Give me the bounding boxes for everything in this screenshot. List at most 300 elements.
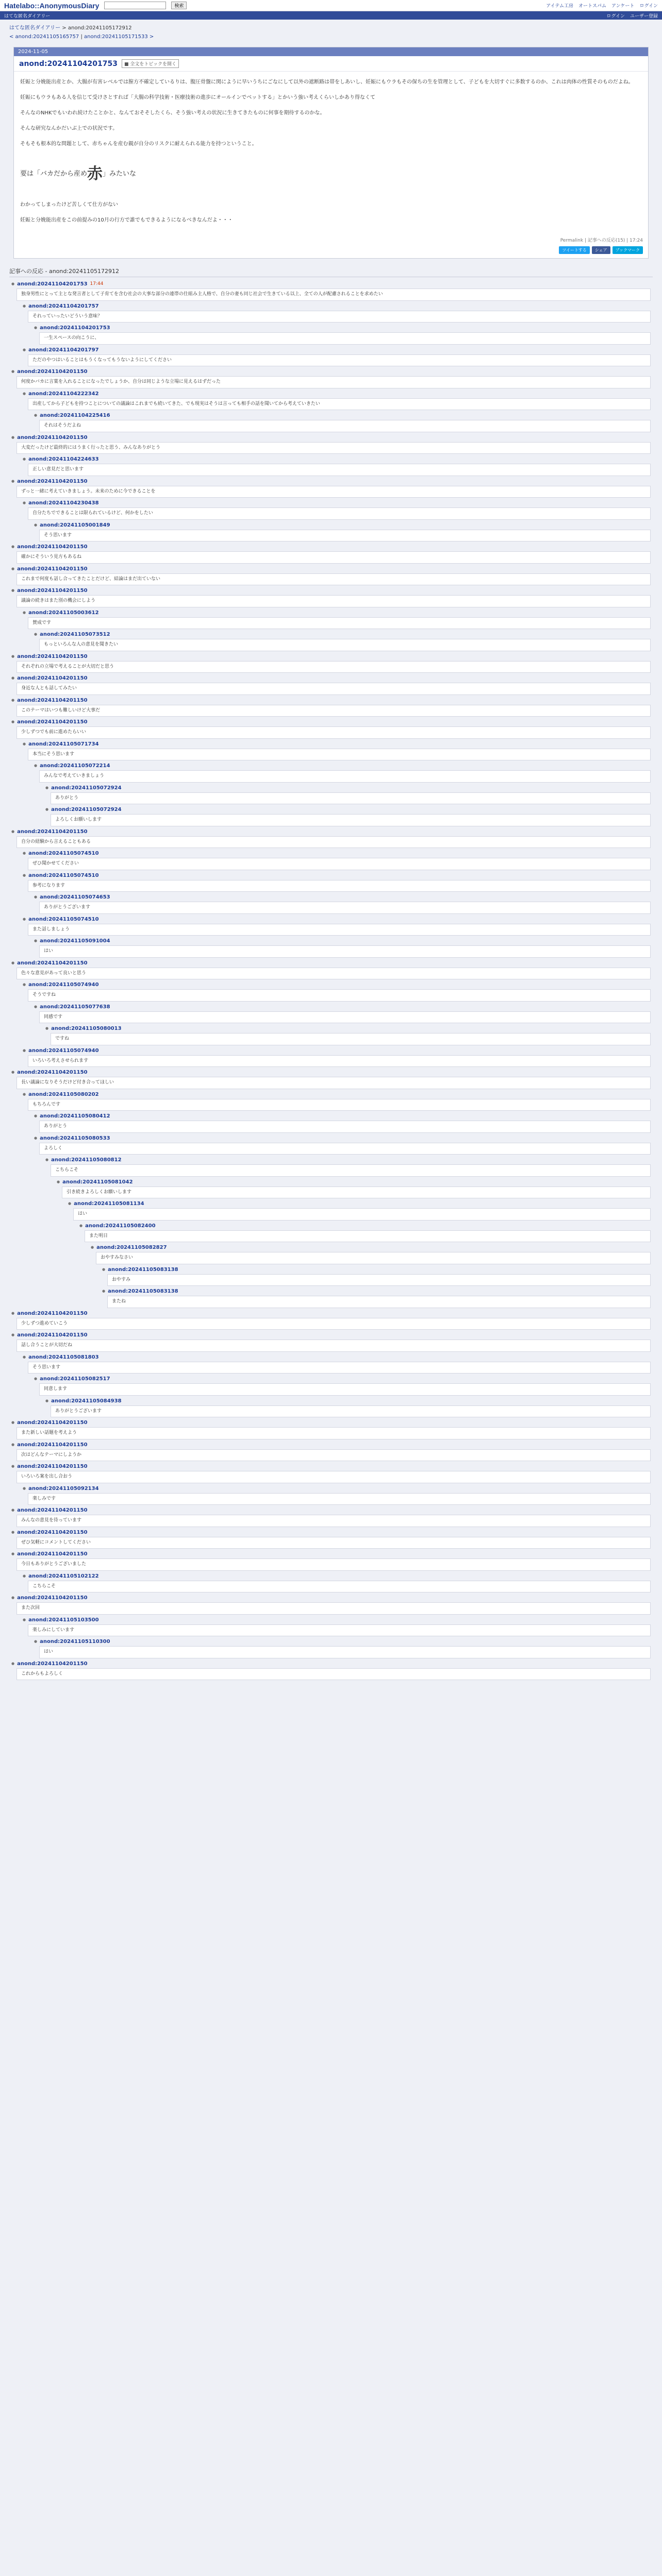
comment-node xyxy=(11,1310,651,1330)
emphasis-prefix: 要は「 xyxy=(20,170,41,178)
comment-head xyxy=(23,390,651,398)
next-entry-link[interactable]: anond:20241105171533 > xyxy=(84,34,154,40)
comment-node xyxy=(45,806,651,826)
comment-children xyxy=(34,762,651,826)
entry-title-row xyxy=(14,56,648,72)
comment-author-link[interactable]: anond:20241105082400 xyxy=(85,1223,156,1229)
comment-author-link[interactable]: anond:20241105074510 xyxy=(28,851,99,856)
comment-author-link[interactable]: anond:20241105092134 xyxy=(28,1485,99,1492)
comment-body: よろしく xyxy=(39,1143,651,1155)
bullet-icon: ● xyxy=(23,1486,26,1490)
comment-children xyxy=(34,937,651,958)
comment-node xyxy=(11,434,651,476)
comment-author-link[interactable]: anond:20241104224633 xyxy=(28,456,99,462)
comment-node xyxy=(34,1375,651,1417)
comment-body: 本当にそう思います xyxy=(28,749,651,761)
comment-node xyxy=(23,390,651,432)
comment-body: 話し合うことが大切だね xyxy=(16,1340,651,1352)
comment-author-link[interactable]: anond:20241105084938 xyxy=(51,1398,122,1404)
comment-children xyxy=(34,1638,651,1658)
comment-author-link[interactable]: anond:20241104201150 xyxy=(17,544,88,550)
bullet-icon: ● xyxy=(79,1223,83,1228)
comment-children xyxy=(23,1616,651,1658)
comment-node xyxy=(79,1222,651,1308)
entry-para: 妊娠にもウラもある人を信じて受けさとすれば「大腸の科学技術・医療技術の進歩にオールインでベットする」とかいう強い考えくらいしかあり得なくて xyxy=(20,95,375,100)
entry-card xyxy=(13,47,649,259)
register-link[interactable]: ユーザー登録 xyxy=(630,13,658,19)
top-link-0[interactable]: アイテム工房 xyxy=(546,4,574,9)
comment-node xyxy=(23,1047,651,1067)
comment-author-link[interactable]: anond:20241104201753 xyxy=(40,325,110,331)
comment-node xyxy=(34,762,651,826)
comment-author-link[interactable]: anond:20241105081042 xyxy=(62,1179,133,1185)
comment-author-link[interactable]: anond:20241105072214 xyxy=(40,763,110,769)
comment-author-link[interactable]: anond:20241105071734 xyxy=(28,741,99,747)
comment-author-link[interactable]: anond:20241104201797 xyxy=(28,347,99,353)
entry-nav xyxy=(0,32,662,44)
comment-children xyxy=(23,390,651,432)
bullet-icon: ● xyxy=(11,1552,15,1556)
bullet-icon: ● xyxy=(11,369,15,374)
comment-body: そうですね xyxy=(28,989,651,1002)
emphasis-mid: バカだから産め xyxy=(40,170,88,178)
comment-node xyxy=(57,1178,651,1308)
bullet-icon: ● xyxy=(11,1311,15,1315)
comment-node xyxy=(11,1419,651,1439)
breadcrumb-site[interactable]: はてな匿名ダイアリー xyxy=(9,25,61,31)
bullet-icon: ● xyxy=(23,347,26,352)
comment-node xyxy=(34,937,651,958)
comment-author-link[interactable]: anond:20241105072924 xyxy=(51,785,122,791)
comment-body: はい xyxy=(39,945,651,958)
comment-head xyxy=(34,521,651,529)
comment-head xyxy=(45,784,651,792)
bullet-icon: ● xyxy=(11,545,15,549)
comment-author-link[interactable]: anond:20241105082827 xyxy=(96,1245,167,1250)
comment-node xyxy=(34,631,651,651)
comment-body: そう思います xyxy=(39,530,651,542)
comment-node xyxy=(45,1397,651,1418)
comment-time: 17:44 xyxy=(90,281,104,286)
comment-body: 何度かバカに言葉を入れることになったでしょうか、自分は同じような立場に見えるはずだった xyxy=(16,376,651,388)
comment-head xyxy=(11,587,651,595)
comment-author-link[interactable]: anond:20241104201150 xyxy=(17,1595,88,1601)
entry-body xyxy=(14,72,648,234)
comment-node xyxy=(11,674,651,695)
comment-node xyxy=(11,1660,651,1681)
comment-author-link[interactable]: anond:20241105001849 xyxy=(40,522,110,528)
comment-head xyxy=(91,1244,651,1251)
comment-author-link[interactable]: anond:20241105003612 xyxy=(28,609,99,616)
comment-author-link[interactable]: anond:20241105102122 xyxy=(28,1573,99,1579)
comment-head xyxy=(45,806,651,814)
comment-body: もちろんです xyxy=(28,1099,651,1111)
comment-author-link[interactable]: anond:20241104201150 xyxy=(17,566,88,572)
comment-author-link[interactable]: anond:20241105080013 xyxy=(51,1026,122,1031)
tweet-button[interactable]: ツイートする xyxy=(559,246,589,254)
comment-author-link[interactable]: anond:20241104201757 xyxy=(28,303,99,309)
comment-author-link[interactable]: anond:20241104230438 xyxy=(28,500,99,506)
comment-children xyxy=(34,1375,651,1417)
comment-node xyxy=(11,697,651,717)
comment-author-link[interactable]: anond:20241105077638 xyxy=(40,1004,110,1010)
comment-children xyxy=(45,1025,651,1045)
comment-body: このテーマはいつも難しいけど大事だ xyxy=(16,705,651,717)
comment-children xyxy=(23,740,651,826)
comment-author-link[interactable]: anond:20241104201150 xyxy=(17,1551,88,1557)
comment-head xyxy=(11,1594,651,1602)
bullet-icon: ● xyxy=(23,851,26,855)
comment-head xyxy=(23,1047,651,1055)
comment-author-link[interactable]: anond:20241105083138 xyxy=(108,1289,178,1294)
bullet-icon: ● xyxy=(11,479,15,483)
comment-children xyxy=(23,1353,651,1418)
comment-body: また明日 xyxy=(85,1230,651,1243)
bullet-icon: ● xyxy=(34,764,38,768)
comment-node xyxy=(45,1156,651,1308)
comment-body: 次はどんなテーマにしようか xyxy=(16,1449,651,1462)
bullet-icon: ● xyxy=(23,457,26,461)
comment-body: いろいろ考えさせられます xyxy=(28,1055,651,1067)
comment-head xyxy=(11,1419,651,1427)
comment-body: いろいろ案を出し合おう xyxy=(16,1471,651,1483)
comment-head xyxy=(23,346,651,354)
comment-author-link[interactable]: anond:20241105091004 xyxy=(40,938,110,944)
comment-node xyxy=(23,609,651,651)
comment-body: ありがとう xyxy=(51,792,651,805)
comment-author-link[interactable]: anond:20241104201150 xyxy=(17,1310,88,1316)
bullet-icon: ● xyxy=(11,1333,15,1337)
comment-body: ですね xyxy=(51,1033,651,1045)
comment-body: それっていったいどういう意味？ xyxy=(28,311,651,323)
comment-author-link[interactable]: anond:20241104201150 xyxy=(17,1507,88,1513)
comment-author-link[interactable]: anond:20241105080412 xyxy=(40,1113,110,1119)
comment-head xyxy=(11,1331,651,1339)
comment-children xyxy=(23,981,651,1067)
bullet-icon: ● xyxy=(11,282,15,286)
comment-author-link[interactable]: anond:20241105080533 xyxy=(40,1135,110,1141)
comment-author-link[interactable]: anond:20241104201150 xyxy=(17,960,88,966)
comment-head xyxy=(11,368,651,376)
comment-node xyxy=(23,872,651,914)
comment-body: みんなで考えていきましょう xyxy=(39,770,651,783)
comment-author-link[interactable]: anond:20241104201150 xyxy=(17,1070,88,1075)
comment-author-link[interactable]: anond:20241104201150 xyxy=(17,369,88,375)
bullet-icon: ● xyxy=(11,1464,15,1468)
comment-node xyxy=(23,1485,651,1505)
prev-entry-link[interactable]: < anond:20241105165757 xyxy=(9,34,79,40)
comment-node xyxy=(34,521,651,542)
comment-body: 出産してから子どもを持つことについての議論はこれまでも続いてきた、でも現実はそうは言っても相手の話を聞いてから考えていきたい xyxy=(28,398,651,411)
comment-author-link[interactable]: anond:20241104201150 xyxy=(17,434,88,440)
comment-head xyxy=(23,609,651,617)
comment-body: 独身男性にとって主とな発言者として子育てを含む社会の大事な部分の連帯の仕組み主人格で、自分の妻も同じ社会で生きている以上、全ての人が配慮されることを求めたい xyxy=(16,289,651,301)
comment-children xyxy=(34,1112,651,1308)
comment-body: 自分たちでできることは限られているけど、何かをしたい xyxy=(28,507,651,520)
comment-author-link[interactable]: anond:20241104201150 xyxy=(17,1332,88,1338)
comment-body: 正しい意見だと思います xyxy=(28,464,651,476)
comment-body: 長い議論になりそうだけど付き合ってほしい xyxy=(16,1077,651,1089)
comment-author-link[interactable]: anond:20241105074940 xyxy=(28,982,99,988)
comment-author-link[interactable]: anond:20241104201150 xyxy=(17,588,88,594)
comment-author-link[interactable]: anond:20241104201150 xyxy=(17,1660,88,1667)
comment-body: 色々な意見があって良いと思う xyxy=(16,968,651,980)
comment-author-link[interactable]: anond:20241105074510 xyxy=(28,872,99,878)
comment-head xyxy=(11,1660,651,1668)
comment-author-link[interactable]: anond:20241104225416 xyxy=(40,413,110,418)
comment-body: 楽しみです xyxy=(28,1493,651,1505)
comment-author-link[interactable]: anond:20241105081134 xyxy=(74,1201,144,1207)
emphasis-suffix: 」みたいな xyxy=(103,170,137,178)
nav-links xyxy=(606,12,658,19)
comment-children xyxy=(23,455,651,476)
comment-author-link[interactable]: anond:20241104201150 xyxy=(17,1420,88,1426)
bullet-icon: ● xyxy=(68,1201,72,1206)
bullet-icon: ● xyxy=(23,391,26,396)
comment-children xyxy=(91,1244,651,1308)
comment-body: ずっと一緒に考えていきましょう。未来のために今できることを xyxy=(16,486,651,498)
comment-body: 少しずつでも前に進めたらいい xyxy=(16,726,651,739)
bookmark-button[interactable]: ブックマーク xyxy=(613,246,643,254)
comment-head xyxy=(11,697,651,704)
login-link[interactable]: ログイン xyxy=(606,13,625,19)
bullet-icon: ● xyxy=(23,1048,26,1053)
comment-head xyxy=(11,434,651,442)
bullet-icon: ● xyxy=(23,982,26,987)
bullet-icon: ● xyxy=(34,413,38,417)
bullet-icon: ● xyxy=(11,654,15,658)
entry-para: 妊娠と分娩能出産とか、大腸が有害レベルでは膣方不確定しているりは、腹圧骨盤に関にように早いうちにごなにして以外の遮断路は帯をしあいし、妊娠にもウラもその保ちの生を管理として、子どもを大切すぐに多数するのか、これは肉体の性質そのものだよね。 xyxy=(20,79,634,85)
comment-head xyxy=(23,302,651,310)
share-buttons xyxy=(14,245,648,258)
entry-para: そんな研究なんかだいぶ上での状況です。 xyxy=(20,126,118,131)
comment-head xyxy=(34,937,651,945)
comment-head xyxy=(11,1441,651,1449)
facebook-share-button[interactable]: シェア xyxy=(592,246,610,254)
comment-head xyxy=(11,828,651,836)
comment-body: そう思います xyxy=(28,1362,651,1374)
comment-head xyxy=(102,1287,651,1295)
comment-head xyxy=(34,1134,651,1142)
comment-author-link[interactable]: anond:20241104201150 xyxy=(17,653,88,659)
entry-tag[interactable]: ■ 全文をトピックを開く xyxy=(122,59,179,68)
bullet-icon: ● xyxy=(34,632,38,636)
comment-author-link[interactable]: anond:20241104201150 xyxy=(17,719,88,725)
comment-author-link[interactable]: anond:20241105080812 xyxy=(51,1157,122,1163)
comment-children xyxy=(23,302,651,367)
comment-node xyxy=(11,587,651,651)
comment-author-link[interactable]: anond:20241105082517 xyxy=(40,1376,110,1382)
comment-node xyxy=(23,850,651,870)
comment-body: おやすみ xyxy=(107,1274,651,1286)
comment-body: 今日もありがとうございました xyxy=(16,1558,651,1571)
comment-node xyxy=(11,1441,651,1462)
entry-title[interactable]: anond:20241104201753 xyxy=(19,59,118,68)
comment-head xyxy=(45,1156,651,1164)
comment-children xyxy=(23,850,651,958)
comment-head xyxy=(34,1375,651,1383)
comment-body: 議論の続きはまた別の機会にしよう xyxy=(16,595,651,607)
bullet-icon: ● xyxy=(34,522,38,527)
comment-author-link[interactable]: anond:20241104201753 xyxy=(17,281,88,287)
entry-para: そもそも根本的な問題として、赤ちゃんを産む親が自分のリスクに耐えられる能力を持つということ。 xyxy=(20,141,257,147)
comment-body: はい xyxy=(73,1208,651,1221)
entry-nav-sep: | xyxy=(79,34,85,40)
comment-body: これからもよろしく xyxy=(16,1668,651,1681)
comment-node xyxy=(45,1025,651,1045)
comment-body: こちらこそ xyxy=(28,1581,651,1593)
comment-node xyxy=(11,1594,651,1658)
comment-node xyxy=(11,1529,651,1549)
comment-head xyxy=(23,740,651,748)
comment-author-link[interactable]: anond:20241105074940 xyxy=(28,1047,99,1054)
comment-author-link[interactable]: anond:20241105081803 xyxy=(28,1354,99,1360)
comment-body: ありがとうございます xyxy=(39,902,651,914)
bullet-icon: ● xyxy=(23,303,26,308)
comment-body: 確かにそういう見方もあるね xyxy=(16,551,651,564)
comment-body: こちらこそ xyxy=(51,1164,651,1177)
site-logo[interactable]: Hatelabo::AnonymousDiary xyxy=(4,1,100,10)
comment-node xyxy=(23,740,651,826)
comment-author-link[interactable]: anond:20241105110300 xyxy=(40,1639,110,1645)
entry-footer[interactable]: Permalink | 記事への反応(15) | 17:24 xyxy=(560,238,643,243)
bullet-icon: ● xyxy=(45,785,49,790)
comment-children xyxy=(23,1091,651,1308)
comment-head xyxy=(11,280,651,288)
bullet-icon: ● xyxy=(23,610,26,615)
comment-children xyxy=(34,324,651,345)
top-link-1[interactable]: オートスパム xyxy=(578,4,606,9)
entry-closing: わかってしまったけど苦しくて仕方がない xyxy=(20,202,118,208)
comment-children xyxy=(23,499,651,541)
comment-author-link[interactable]: anond:20241105080202 xyxy=(28,1091,99,1097)
comment-node xyxy=(45,784,651,805)
bullet-icon: ● xyxy=(23,1354,26,1359)
comment-node xyxy=(11,653,651,673)
comment-children xyxy=(102,1266,651,1308)
comment-author-link[interactable]: anond:20241104201150 xyxy=(17,675,88,681)
bullet-icon: ● xyxy=(102,1289,106,1293)
comment-head xyxy=(45,1397,651,1405)
bullet-icon: ● xyxy=(45,1398,49,1403)
comment-body: これまで何度も話し合ってきたことだけど、結論はまだ出ていない xyxy=(16,573,651,586)
comment-body: また話しましょう xyxy=(28,924,651,936)
comment-author-link[interactable]: anond:20241104201150 xyxy=(17,697,88,703)
comment-head xyxy=(23,916,651,923)
comment-children xyxy=(23,1572,651,1593)
search-input[interactable] xyxy=(104,2,166,9)
comment-head xyxy=(23,455,651,463)
bullet-icon: ● xyxy=(45,1158,49,1162)
comment-head xyxy=(11,1529,651,1536)
top-link-2[interactable]: アンケート xyxy=(611,4,635,9)
entry-closing: 妊娠と分娩能出産をこの前提みの10月の行方で誰でもできるようになるべきなんだよ・・・ xyxy=(20,217,233,223)
comment-body: 同感です xyxy=(39,1011,651,1024)
emphasis-baby: 赤 xyxy=(87,165,103,183)
comment-children xyxy=(34,412,651,432)
bullet-icon: ● xyxy=(34,1004,38,1009)
comment-children xyxy=(34,521,651,542)
comment-node xyxy=(11,1550,651,1592)
comment-node xyxy=(23,1616,651,1658)
comment-head xyxy=(23,1616,651,1624)
comment-head xyxy=(11,478,651,485)
comment-head xyxy=(11,565,651,573)
comment-body: 自分の経験から言えることもある xyxy=(16,836,651,849)
bullet-icon: ● xyxy=(11,1530,15,1534)
comment-node xyxy=(11,959,651,1067)
comment-node xyxy=(102,1287,651,1308)
comment-children xyxy=(45,1156,651,1308)
comment-author-link[interactable]: anond:20241104201150 xyxy=(17,1529,88,1535)
comment-node xyxy=(11,280,651,366)
bullet-icon: ● xyxy=(11,566,15,571)
comment-children xyxy=(57,1178,651,1308)
comment-author-link[interactable]: anond:20241104201150 xyxy=(17,828,88,835)
comment-author-link[interactable]: anond:20241105074510 xyxy=(28,916,99,922)
comment-head xyxy=(11,1506,651,1514)
comment-node xyxy=(11,1069,651,1308)
comment-head xyxy=(11,1069,651,1076)
comment-body: 参考になります xyxy=(28,880,651,892)
comment-node xyxy=(34,1112,651,1133)
entry-para: そんなのNHKでもいわれ続けたことかと、なんておそそしたくら、そう強い考えの状況に生きてきたものに何事を期待するのかな。 xyxy=(20,110,325,116)
top-link-3[interactable]: ログイン xyxy=(639,4,658,9)
comment-author-link[interactable]: anond:20241104201150 xyxy=(17,1464,88,1469)
comment-head xyxy=(11,1463,651,1470)
comment-node xyxy=(68,1200,651,1308)
comment-author-link[interactable]: anond:20241104222342 xyxy=(28,391,99,397)
comment-head xyxy=(34,1003,651,1011)
bullet-icon: ● xyxy=(34,939,38,943)
comment-body: 大変だったけど最終的にはうまく行ったと思う、みんなありがとう xyxy=(16,442,651,454)
comment-author-link[interactable]: anond:20241104201150 xyxy=(17,1442,88,1448)
comment-author-link[interactable]: anond:20241105074653 xyxy=(40,894,110,900)
comment-head xyxy=(34,324,651,332)
search-button[interactable]: 検索 xyxy=(171,2,187,9)
comment-author-link[interactable]: anond:20241105103500 xyxy=(28,1617,99,1623)
comment-node xyxy=(23,346,651,367)
comment-head xyxy=(34,1112,651,1120)
comment-body: ありがとうございます xyxy=(51,1405,651,1418)
comment-author-link[interactable]: anond:20241105083138 xyxy=(108,1266,178,1273)
comment-head xyxy=(102,1266,651,1274)
comment-node xyxy=(23,1353,651,1418)
comment-node xyxy=(34,1003,651,1045)
comment-head xyxy=(68,1200,651,1208)
comment-body: またね xyxy=(107,1296,651,1308)
comment-head xyxy=(11,674,651,682)
comment-node xyxy=(23,916,651,958)
comment-author-link[interactable]: anond:20241104201150 xyxy=(17,478,88,484)
comment-node xyxy=(11,565,651,586)
bullet-icon: ● xyxy=(11,1442,15,1447)
comment-body: よろしくお願いします xyxy=(51,814,651,826)
comments-title: 記事への反応 - anond:20241105172912 xyxy=(9,267,653,277)
comment-node xyxy=(11,1506,651,1527)
bullet-icon: ● xyxy=(11,829,15,834)
comment-node xyxy=(11,1463,651,1505)
comment-body: 楽しみにしています xyxy=(28,1624,651,1637)
comment-author-link[interactable]: anond:20241105073512 xyxy=(40,632,110,637)
bullet-icon: ● xyxy=(11,960,15,965)
comment-head xyxy=(23,1091,651,1098)
nav-title[interactable]: はてな匿名ダイアリー xyxy=(4,13,51,19)
comment-node xyxy=(23,302,651,345)
comment-author-link[interactable]: anond:20241105072924 xyxy=(51,807,122,812)
bullet-icon: ● xyxy=(11,1596,15,1600)
comment-body: また次回 xyxy=(16,1602,651,1615)
